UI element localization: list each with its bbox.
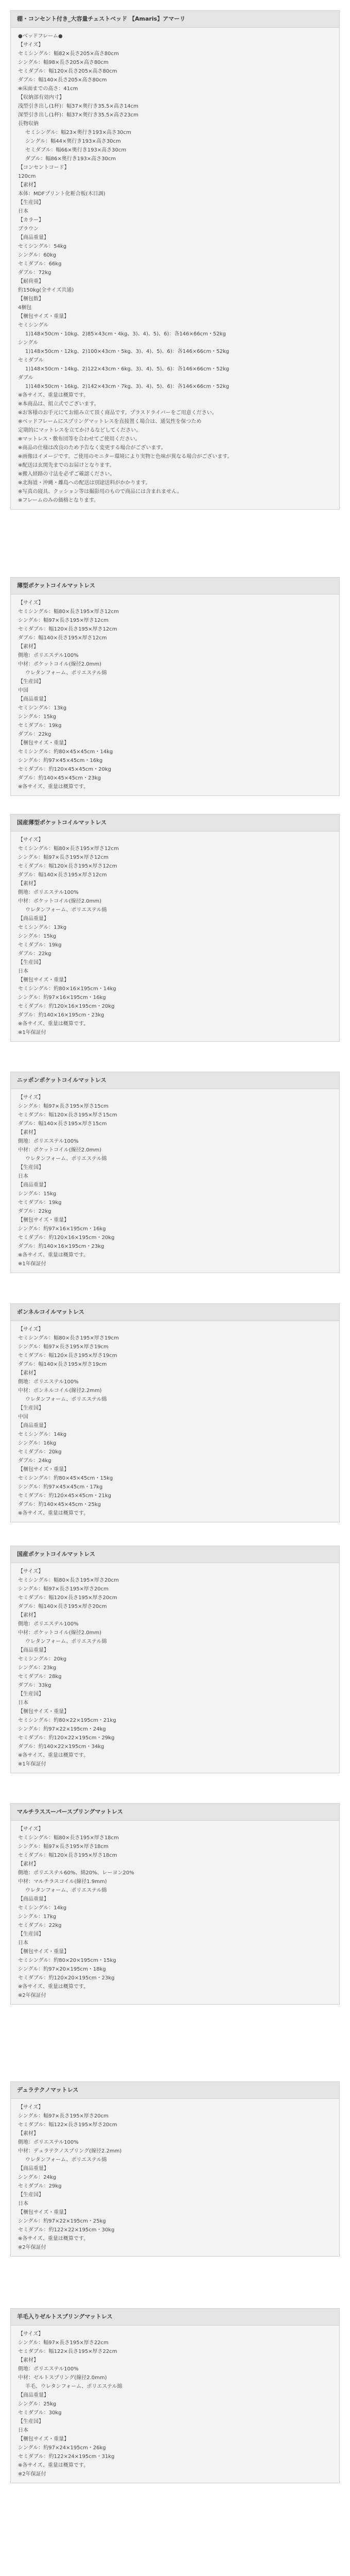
spec-line: セミシングル：約80×16×195cm・14kg <box>18 986 116 992</box>
spec-line: ウレタンフォーム、ポリエステル綿 <box>25 1888 107 1893</box>
spec-line: 【素材】 <box>18 2131 39 2137</box>
section-body <box>11 2099 339 2256</box>
spec-line: ※フレームのみの価格となります。 <box>18 498 99 503</box>
section-thin-pocket-coil <box>10 577 340 796</box>
spec-line: 側地：ポリエステル100% <box>18 653 79 658</box>
spec-line: セミシングル：54kg <box>18 244 67 249</box>
spec-line: ※各サイズ、重量は概算です。 <box>18 1252 89 1258</box>
spec-line: 1)148×50cm・12kg、2)100×43cm・5kg、3)、4)、5)、6)：各146×66cm・52kg <box>25 349 230 354</box>
spec-line: セミダブル：幅120×長さ195×厚さ19cm <box>18 1353 117 1359</box>
spec-line: セミダブル：幅120×長さ205×高さ80cm <box>18 69 117 74</box>
spec-line: 【カラー】 <box>18 217 44 223</box>
spec-line: シングル：幅44×奥行き193×高さ30cm <box>25 139 121 144</box>
spec-line: 【素材】 <box>18 1861 39 1867</box>
spec-line: シングル：15kg <box>18 714 57 720</box>
spec-line: セミダブル：幅120×長さ195×厚さ12cm <box>18 626 117 632</box>
spec-line: セミダブル：22kg <box>18 1923 62 1928</box>
section-title: マルチラススーパースプリングマットレス <box>11 1804 339 1821</box>
spec-line: 【生産国】 <box>18 960 44 965</box>
spec-line: セミダブル：幅66×奥行き193×高さ30cm <box>25 147 127 153</box>
spec-line: シングル：25kg <box>18 2401 57 2407</box>
spec-line: ダブル：約140×16×195cm・23kg <box>18 1244 104 1249</box>
spec-line: セミシングル：13kg <box>18 705 67 711</box>
spec-line: 【素材】 <box>18 1370 39 1376</box>
spec-line: セミダブル：30kg <box>18 2410 62 2416</box>
spec-line: セミダブル：20kg <box>18 1449 62 1455</box>
spec-line: 【サイズ】 <box>18 1826 44 1832</box>
spec-line: セミダブル：66kg <box>18 261 62 267</box>
spec-line: ダブル：幅140×長さ195×厚さ15cm <box>18 1121 107 1127</box>
section-title: ニッポンポケットコイルマットレス <box>11 1072 339 1089</box>
spec-line: ※マットレス・敷布団等を合わせてご使用ください。 <box>18 436 141 442</box>
spec-line: 中材：ポケットコイル(線径2.0mm) <box>18 1630 101 1636</box>
spec-line: 深型引き出し(1杯)：幅37×奥行き35.5×高さ23cm <box>18 112 138 118</box>
spec-line: 羊毛、ウレタンフォーム、ポリエステル綿 <box>25 2384 122 2389</box>
spec-line: ダブル：約140×22×195cm・34kg <box>18 1744 104 1750</box>
spec-line: ダブル：幅140×長さ195×厚さ19cm <box>18 1362 107 1367</box>
spec-line: シングル：幅97×長さ195×厚さ22cm <box>18 2340 109 2346</box>
spec-line: セミダブル：19kg <box>18 942 62 948</box>
spec-line: ダブル <box>18 375 33 381</box>
spec-line: ※床面までの高さ：41cm <box>18 86 78 92</box>
spec-line: セミシングル：13kg <box>18 925 67 930</box>
spec-line: ※商品の仕様は改良のため予告なく変更する場合がございます。 <box>18 445 166 451</box>
spec-line: セミダブル：約122×24×195cm・31kg <box>18 2454 115 2460</box>
spec-line: セミダブル：幅122×長さ195×厚さ20cm <box>18 2122 117 2128</box>
spec-line: セミシングル <box>18 323 49 328</box>
spec-line: 1)148×50cm・16kg、2)142×43cm・7kg、3)、4)、5)、6)：各146×66cm・52kg <box>25 384 230 389</box>
section-domestic-thin-pocket-coil <box>10 814 340 1042</box>
spec-line: 日本 <box>18 209 28 214</box>
spec-line: ウレタンフォーム、ポリエステル綿 <box>25 2157 107 2163</box>
spec-line: 【梱包数】 <box>18 296 44 302</box>
section-body <box>11 1563 339 1773</box>
spec-line: ※各サイズ、重量は概算です。 <box>18 1984 89 1990</box>
spec-line: ※写真の寝具、クッション等は撮影用のもので商品には含まれません。 <box>18 489 182 495</box>
spec-line: 中材：マルチラスコイル(線径1.9mm) <box>18 1879 107 1885</box>
spec-line: セミシングル：幅80×長さ195×厚さ12cm <box>18 609 119 615</box>
spec-line: シングル：幅97×長さ195×厚さ12cm <box>18 855 109 860</box>
spec-line: 【サイズ】 <box>18 1327 44 1332</box>
spec-line: シングル：60kg <box>18 252 57 258</box>
spec-line: セミダブル：幅122×長さ195×厚さ22cm <box>18 2349 117 2354</box>
spec-line: セミシングル：約80×22×195cm・21kg <box>18 1718 116 1723</box>
spec-line: ※各サイズ、重量は概算です。 <box>18 784 89 790</box>
spec-line: 【商品重量】 <box>18 916 49 922</box>
spec-line: 【耐荷重】 <box>18 279 44 284</box>
spec-line: ※2年保証付 <box>18 1993 46 1998</box>
spec-line: 【商品重量】 <box>18 1182 49 1188</box>
spec-line: 【素材】 <box>18 1130 39 1136</box>
spec-line: 側地：ポリエステル100% <box>18 1621 79 1627</box>
spec-line: 【収納部有効内寸】 <box>18 95 64 100</box>
spec-line: セミダブル：19kg <box>18 723 62 728</box>
spec-line: 【生産国】 <box>18 1165 44 1171</box>
spec-line: 【生産国】 <box>18 2419 44 2425</box>
spec-line: ※ベッドフレームにスプリングマットレスを直接置く場合は、通気性を保つため <box>18 419 202 425</box>
spec-line: 側地：ポリエステル100% <box>18 1379 79 1385</box>
section-wool-zelt-spring <box>10 2308 340 2483</box>
spec-line: セミシングル：約80×45×45cm・15kg <box>18 1476 113 1481</box>
spec-line: ダブル：24kg <box>18 1458 51 1464</box>
spec-line: 日本 <box>18 969 28 974</box>
spec-line: ※各サイズ、重量は概算です。 <box>18 393 89 398</box>
section-title: ボンネルコイルマットレス <box>11 1304 339 1321</box>
spec-line: 【サイズ】 <box>18 2105 44 2110</box>
spec-line: セミダブル：19kg <box>18 1200 62 1206</box>
spec-line: セミダブル：28kg <box>18 1674 62 1680</box>
spec-line: ダブル：22kg <box>18 732 51 737</box>
spec-line: ※北海道・沖縄・離島への配送は別途送料がかかります。 <box>18 480 151 486</box>
spec-line: 【生産国】 <box>18 1405 44 1411</box>
section-title: 薄型ポケットコイルマットレス <box>11 578 339 595</box>
spec-line: 【サイズ】 <box>18 1095 44 1100</box>
spec-line: 中材：ポケットコイル(線径2.0mm) <box>18 1147 101 1153</box>
spec-line: 【商品重量】 <box>18 235 49 241</box>
section-domestic-pocket-coil <box>10 1546 340 1773</box>
spec-line: ダブル：約140×45×45cm・23kg <box>18 775 101 781</box>
spec-line: シングル：17kg <box>18 1914 57 1920</box>
spec-line: 【梱包サイズ・重量】 <box>18 314 69 319</box>
section-title: 棚・コンセント付き_大容量チェストベッド 【Amaris】アマーリ <box>11 11 339 28</box>
spec-line: 側地：ポリエステル100% <box>18 1139 79 1144</box>
spec-line: 【商品重量】 <box>18 697 49 702</box>
spec-line: セミシングル：幅80×長さ195×厚さ20cm <box>18 1578 119 1583</box>
spec-line: 約150kg(全サイズ共通) <box>18 287 74 293</box>
section-multilath-spring <box>10 1803 340 2005</box>
spec-line: シングル：約97×22×195cm・24kg <box>18 1726 106 1732</box>
spec-line: ウレタンフォーム、ポリエステル綿 <box>25 1639 107 1645</box>
spec-line: シングル <box>18 340 39 346</box>
spec-line: 浅型引き出し(1杯)：幅37×奥行き35.5×高さ14cm <box>18 104 138 109</box>
spec-line: 【素材】 <box>18 644 39 650</box>
spec-line: ※搬入経路の寸法を必ずご確認ください。 <box>18 471 115 477</box>
spec-line: シングル：約97×16×195cm・16kg <box>18 1226 106 1232</box>
spec-line: ※配送は玄関先までのお届けとなります。 <box>18 463 115 468</box>
spec-line: ※各サイズ、重量は概算です。 <box>18 2463 89 2468</box>
spec-line: ダブル：22kg <box>18 1209 51 1214</box>
spec-line: 【梱包サイズ・重量】 <box>18 977 69 983</box>
spec-line: セミシングル：約80×20×195cm・15kg <box>18 1958 116 1963</box>
spec-line: 中材：ポケットコイル(線径2.0mm) <box>18 662 101 667</box>
spec-line: 側地：ポリエステル60%、綿20%、レーヨン20% <box>18 1870 134 1876</box>
spec-line: 中国 <box>18 1414 28 1420</box>
spec-line: 【商品重量】 <box>18 1896 49 1902</box>
spec-line: ※各サイズ、重量は概算です。 <box>18 1753 89 1758</box>
spec-line: 【梱包サイズ・重量】 <box>18 740 69 746</box>
section-body <box>11 28 339 509</box>
spec-line: 【商品重量】 <box>18 2393 49 2398</box>
spec-line: 120cm <box>18 174 36 179</box>
spec-line: 中材：ボンネルコイル(線径2.2mm) <box>18 1388 102 1394</box>
spec-line: セミシングル：14kg <box>18 1905 67 1911</box>
section-body <box>11 1321 339 1522</box>
spec-line: 日本 <box>18 2201 28 2207</box>
spec-line: ※1年保証付 <box>18 1261 46 1267</box>
spec-line: ダブル：約140×16×195cm・23kg <box>18 1012 104 1018</box>
spec-line: ウレタンフォーム、ポリエステル綿 <box>25 1397 107 1402</box>
spec-line: ダブル：幅140×長さ195×厚さ20cm <box>18 1604 107 1609</box>
spec-line: シングル：幅98×長さ205×高さ80cm <box>18 60 109 65</box>
spec-line: 【商品重量】 <box>18 2166 49 2172</box>
spec-line: セミシングル：幅23×奥行き193×高さ30cm <box>25 130 131 135</box>
spec-line: シングル：幅97×長さ195×厚さ19cm <box>18 1344 109 1350</box>
section-body <box>11 832 339 1041</box>
section-body <box>11 1089 339 1273</box>
spec-line: 【素材】 <box>18 1613 39 1618</box>
spec-line: ダブル：72kg <box>18 270 51 276</box>
spec-line: 【素材】 <box>18 182 39 188</box>
spec-line: ※1年保証付 <box>18 1030 46 1036</box>
spec-line: 【生産国】 <box>18 200 44 206</box>
spec-line: 【生産国】 <box>18 1931 44 1937</box>
spec-line: シングル：約97×16×195cm・16kg <box>18 995 106 1001</box>
spec-line: 側地：ポリエステル100% <box>18 2140 79 2145</box>
spec-line: ※お客様のお手元にてお組み立て頂く商品です。プラスドライバーをご用意ください。 <box>18 410 217 416</box>
spec-line: シングル：15kg <box>18 934 57 939</box>
spec-line: 4梱包 <box>18 305 32 311</box>
spec-line: 日本 <box>18 1174 28 1179</box>
spec-line: セミダブル：約122×22×195cm・30kg <box>18 2227 115 2233</box>
spec-line: ダブル：33kg <box>18 1683 51 1688</box>
spec-line: セミシングル：幅80×長さ195×厚さ19cm <box>18 1335 119 1341</box>
spec-line: ※画像はイメージです。ご使用のモニター環境により実物と色味が異なる場合がございます。 <box>18 454 233 460</box>
spec-line: シングル：幅97×長さ195×厚さ18cm <box>18 1844 109 1850</box>
spec-line: 定期的にマットレスを立てかけるなどしてください。 <box>18 428 142 433</box>
section-body <box>11 2326 339 2483</box>
spec-line: 【生産国】 <box>18 2192 44 2198</box>
spec-line: 中材：ゼルトスプリング(線径2.0mm) <box>18 2375 107 2381</box>
spec-line: シングル：約97×20×195cm・18kg <box>18 1967 106 1972</box>
spec-line: ※各サイズ、重量は概算です。 <box>18 1511 89 1516</box>
spec-line: ※本商品は、組立式でございます。 <box>18 401 99 407</box>
spec-line: ※2年保証付 <box>18 2471 46 2477</box>
spec-line: セミダブル：約120×45×45cm・21kg <box>18 1493 111 1499</box>
spec-line: セミダブル：約120×45×45cm・20kg <box>18 767 111 772</box>
spec-line: ダブル：幅140×長さ205×高さ80cm <box>18 77 107 83</box>
spec-line: セミダブル：約120×16×195cm・20kg <box>18 1004 115 1009</box>
spec-line: ●ベッドフレーム● <box>18 33 63 39</box>
spec-line: セミダブル：約120×22×195cm・29kg <box>18 1735 115 1741</box>
spec-line: セミダブル：約120×16×195cm・20kg <box>18 1235 115 1241</box>
spec-line: ウレタンフォーム、ポリエステル綿 <box>25 670 107 676</box>
spec-line: セミダブル：29kg <box>18 2183 62 2189</box>
spec-line: シングル：16kg <box>18 1440 57 1446</box>
spec-line: セミシングル：幅80×長さ195×厚さ18cm <box>18 1835 119 1841</box>
spec-line: ※各サイズ、重量は概算です。 <box>18 2236 89 2242</box>
spec-line: シングル：幅97×長さ195×厚さ15cm <box>18 1104 109 1109</box>
spec-line: セミダブル <box>18 358 44 363</box>
spec-line: 中国 <box>18 688 28 693</box>
spec-line: 中材：ポケットコイル(線径2.0mm) <box>18 899 101 904</box>
section-title: 国産薄型ポケットコイルマットレス <box>11 815 339 832</box>
spec-line: セミシングル：幅80×長さ195×厚さ12cm <box>18 846 119 852</box>
spec-line: 【素材】 <box>18 881 39 887</box>
spec-line: シングル：幅97×長さ195×厚さ20cm <box>18 2113 109 2119</box>
spec-line: シングル：約97×45×45cm・17kg <box>18 1484 103 1490</box>
spec-line: 側地：ポリエステル100% <box>18 890 79 895</box>
spec-line: 【梱包サイズ・重量】 <box>18 2210 69 2215</box>
spec-line: ダブル：幅140×長さ195×厚さ12cm <box>18 635 107 641</box>
spec-line: セミダブル：幅120×長さ195×厚さ20cm <box>18 1595 117 1601</box>
spec-line: セミダブル：約120×20×195cm・23kg <box>18 1975 115 1981</box>
spec-line: 【生産国】 <box>18 1691 44 1697</box>
spec-line: セミシングル：約80×45×45cm・14kg <box>18 749 113 755</box>
spec-line: 中材：デュラテクノスプリング(線径2.2mm) <box>18 2148 122 2154</box>
spec-line: 【サイズ】 <box>18 2331 44 2337</box>
spec-line: セミシングル：幅82×長さ205×高さ80cm <box>18 51 119 57</box>
spec-line: ダブル：約140×45×45cm・25kg <box>18 1502 101 1507</box>
spec-line: 【梱包サイズ・重量】 <box>18 1217 69 1223</box>
spec-line: ※1年保証付 <box>18 1761 46 1767</box>
spec-line: セミダブル：幅120×長さ195×厚さ18cm <box>18 1853 117 1858</box>
spec-line: 本体：MDFプリント化粧合板(木目調) <box>18 191 106 197</box>
spec-line: 【サイズ】 <box>18 42 44 48</box>
spec-line: ウレタンフォーム、ポリエステル綿 <box>25 1156 107 1162</box>
spec-line: シングル：24kg <box>18 2175 57 2180</box>
section-body <box>11 595 339 795</box>
spec-line: シングル：約97×45×45cm・16kg <box>18 758 103 764</box>
spec-line: 【梱包サイズ・重量】 <box>18 1709 69 1715</box>
section-title: 国産ポケットコイルマットレス <box>11 1546 339 1563</box>
spec-line: 日本 <box>18 2428 28 2433</box>
spec-line: 側地：ポリエステル100% <box>18 2366 79 2372</box>
section-nippon-pocket-coil <box>10 1072 340 1273</box>
section-bed-frame <box>10 10 340 510</box>
spec-line: 【梱包サイズ・重量】 <box>18 1467 69 1472</box>
spec-line: 【サイズ】 <box>18 837 44 843</box>
spec-line: 【コンセントコード】 <box>18 165 69 171</box>
spec-line: 【梱包サイズ・重量】 <box>18 2436 69 2442</box>
spec-line: 【素材】 <box>18 2358 39 2363</box>
spec-line: 【商品重量】 <box>18 1423 49 1429</box>
section-dura-techno <box>10 2081 340 2257</box>
spec-line: シングル：15kg <box>18 1191 57 1197</box>
spec-line: 1)148×50cm・14kg、2)122×43cm・6kg、3)、4)、5)、6)：各146×66cm・52kg <box>25 366 230 372</box>
spec-line: セミシングル：14kg <box>18 1432 67 1437</box>
spec-line: 【商品重量】 <box>18 1648 49 1653</box>
spec-line: シングル：幅97×長さ195×厚さ12cm <box>18 618 109 623</box>
spec-line: 【サイズ】 <box>18 600 44 606</box>
spec-line: ダブル：幅86×奥行き193×高さ30cm <box>25 156 116 162</box>
section-title: 羊毛入りゼルトスプリングマットレス <box>11 2309 339 2326</box>
spec-line: ウレタンフォーム、ポリエステル綿 <box>25 907 107 913</box>
spec-line: セミダブル：幅120×長さ195×厚さ12cm <box>18 863 117 869</box>
spec-line: ※2年保証付 <box>18 2245 46 2250</box>
spec-line: シングル：幅97×長さ195×厚さ20cm <box>18 1586 109 1592</box>
spec-line: シングル：約97×22×195cm・25kg <box>18 2218 106 2224</box>
spec-line: ダブル：22kg <box>18 951 51 957</box>
section-body <box>11 1821 339 2004</box>
spec-line: シングル：約97×24×195cm・26kg <box>18 2445 106 2451</box>
spec-line: シングル：23kg <box>18 1665 57 1671</box>
spec-line: 日本 <box>18 1700 28 1706</box>
spec-line: 【サイズ】 <box>18 1569 44 1574</box>
spec-line: 【梱包サイズ・重量】 <box>18 1949 69 1955</box>
spec-line: セミシングル：20kg <box>18 1656 67 1662</box>
section-bonnell-coil <box>10 1303 340 1522</box>
spec-line: ※各サイズ、重量は概算です。 <box>18 1021 89 1027</box>
spec-line: ブラウン <box>18 226 39 232</box>
spec-line: ダブル：幅140×長さ195×厚さ12cm <box>18 872 107 878</box>
spec-line: セミダブル：幅120×長さ195×厚さ15cm <box>18 1112 117 1118</box>
spec-line: 長物収納 <box>18 121 39 127</box>
spec-line: 日本 <box>18 1940 28 1946</box>
section-title: デュラテクノマットレス <box>11 2082 339 2099</box>
spec-line: 【生産国】 <box>18 679 44 685</box>
spec-line: 1)148×50cm・10kg、2)85×43cm・4kg、3)、4)、5)、6)：各146×66cm・52kg <box>25 331 226 337</box>
